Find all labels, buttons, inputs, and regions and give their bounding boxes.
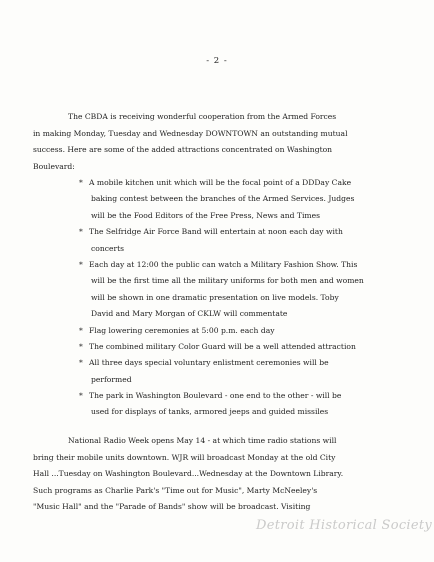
list-item-text: David and Mary Morgan of CKLW will commentate	[91, 309, 288, 319]
list-item-text: Each day at 12:00 the public can watch a Military Fashion Show. This	[89, 259, 358, 269]
list-item-text: performed	[91, 374, 132, 384]
intro-paragraph	[33, 109, 405, 175]
list-item-text: Flag lowering ceremonies at 5:00 p.m. each day	[89, 325, 275, 335]
list-item-text: The combined military Color Guard will be a well attended attraction	[89, 341, 356, 351]
paragraph-line: bring their mobile units downtown. WJR will broadcast Monday at the old City	[33, 452, 336, 462]
list-item-text: will be the first time all the military uniforms for both men and women	[91, 276, 364, 286]
bullet-marker: *	[79, 227, 83, 237]
list-item	[79, 323, 409, 339]
list-item-text: concerts	[91, 243, 125, 253]
paragraph-line: in making Monday, Tuesday and Wednesday DOWNTOWN an outstanding mutual	[33, 128, 348, 138]
list-item	[79, 257, 409, 323]
bullet-marker: *	[79, 391, 83, 401]
radio-paragraph	[33, 433, 405, 516]
paragraph-line: The CBDA is receiving wonderful cooperation from the Armed Forces	[68, 112, 337, 121]
list-item-text: The Selfridge Air Force Band will entertain at noon each day with	[89, 227, 343, 237]
bullet-marker: *	[79, 259, 83, 269]
bullet-marker: *	[79, 178, 83, 187]
paragraph-line: success. Here are some of the added attractions concentrated on Washington	[33, 145, 333, 155]
paragraph-line: National Radio Week opens May 14 - at which time radio stations will	[68, 436, 337, 445]
paragraph-line: Boulevard:	[33, 161, 75, 171]
bullet-marker: *	[79, 341, 83, 351]
list-item-text: baking contest between the branches of the Armed Services. Judges	[91, 194, 355, 204]
list-item-text: The park in Washington Boulevard - one end to the other - will be	[89, 391, 342, 401]
list-item-text: A mobile kitchen unit which will be the focal point of a DDDay Cake	[89, 178, 352, 187]
paragraph-line: Hall ...Tuesday on Washington Boulevard...Wednesday at the Downtown Library.	[33, 469, 344, 479]
list-item	[79, 339, 409, 355]
attractions-list	[79, 175, 409, 421]
list-item	[79, 224, 409, 257]
list-item	[79, 355, 409, 388]
list-item-text: All three days special voluntary enlistment ceremonies will be	[89, 358, 329, 368]
watermark: Detroit Historical Society	[256, 518, 433, 533]
paragraph-line: Such programs as Charlie Park's "Time out for Music", Marty McNeeley's	[33, 485, 318, 495]
list-item-text: used for displays of tanks, armored jeeps and guided missiles	[91, 407, 329, 417]
list-item-text: will be the Food Editors of the Free Press, News and Times	[91, 210, 321, 220]
page-number: - 2 -	[206, 56, 228, 66]
list-item	[79, 388, 409, 421]
list-item	[79, 175, 409, 224]
bullet-marker: *	[79, 358, 83, 368]
list-item-text: will be shown in one dramatic presentation on live models. Toby	[91, 292, 339, 302]
bullet-marker: *	[79, 325, 83, 335]
paragraph-line: "Music Hall" and the "Parade of Bands" show will be broadcast. Visiting	[33, 502, 311, 512]
